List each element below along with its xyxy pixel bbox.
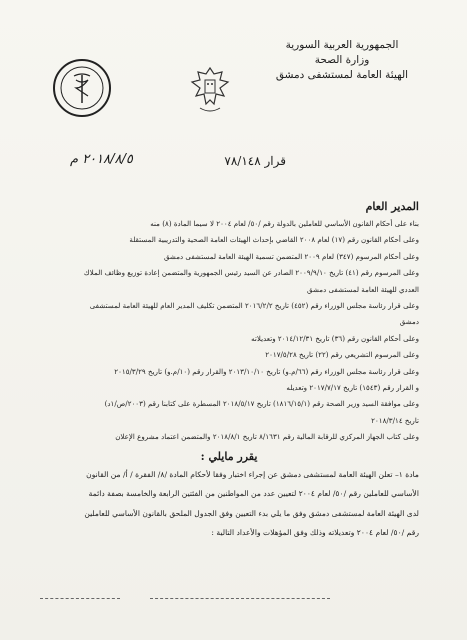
- preamble-line: وعلى أحكام القانون رقم (١٧) لعام ٢٠٠٨ القاضي بإحداث الهيئات العامة الصحية والتدريبية المستقلة: [129, 235, 419, 245]
- issuer-title: المدير العام: [365, 200, 419, 213]
- decree-date: ٢٠١٨/٨/٥ م: [70, 152, 133, 167]
- dotted-line: [40, 598, 120, 599]
- letterhead-authority: الهيئة العامة لمستشفى دمشق: [275, 69, 409, 81]
- letterhead-country: الجمهورية العربية السورية: [285, 39, 399, 51]
- preamble-line: وعلى موافقة السيد وزير الصحة رقم (١٨١٦/١٥/١) تاريخ ٢٠١٨/٥/١٧ المسطرة على كتابنا رقم (٢٠٠٣/ص/١د): [104, 399, 419, 409]
- ministry-seal-icon: [52, 58, 112, 118]
- preamble: [39, 216, 419, 446]
- article-1: [39, 465, 419, 543]
- preamble-line: وعلى أحكام القانون رقم (٣٦) تاريخ ٢٠١٤/١٢/٣١ وتعديلاته: [251, 333, 419, 343]
- decree-number: ٧٨/١٤٨: [224, 154, 261, 168]
- preamble-line: وعلى كتاب الجهاز المركزي للرقابة المالية رقم ٨/١٦٣١ تاريخ ٢٠١٨/٨/١ والمتضمن اعتماد مشروع الإعلان: [115, 432, 419, 442]
- letterhead-ministry: وزارة الصحة: [314, 54, 370, 66]
- dotted-line: [150, 598, 330, 599]
- article-line: مادة ١– تعلن الهيئة العامة لمستشفى دمشق عن إجراء اختبار وفقا لأحكام المادة /٨/ الفقرة / أ/ من القانون: [86, 469, 419, 479]
- preamble-line: وعلى قرار رئاسة مجلس الوزراء رقم (٤٥٢) تاريخ ٢٠١٦/٢/٢ المتضمن تكليف المدير العام للهيئة العامة لمستشفى: [89, 301, 419, 311]
- article-line: رقم /٥٠/ لعام ٢٠٠٤ وتعديلاته وذلك وفق المؤهلات والأعداد التالية :: [211, 528, 419, 538]
- preamble-line: وعلى المرسوم رقم (٤١) تاريخ ٢٠٠٩/٩/١٠ الصادر عن السيد رئيس الجمهورية والمتضمن إعادة توزيع وظائف الملاك: [83, 268, 419, 278]
- preamble-line: و القرار رقم (١٥٤٣) تاريخ ٢٠١٧/٧/١٧ وتعديله: [286, 383, 419, 393]
- document-body: [39, 200, 419, 543]
- decides-heading: يقرر مايلي :: [200, 449, 258, 463]
- preamble-line: العددي للهيئة العامة لمستشفى دمشق: [307, 284, 419, 294]
- article-line: لدى الهيئة العامة لمستشفى دمشق وفق ما يلي بدء التعيين وفق الجدول الملحق بالقانون الأساسي للعاملين: [84, 508, 419, 518]
- preamble-line: بناء على أحكام القانون الأساسي للعاملين بالدولة رقم /٥٠/ لعام ٢٠٠٤ لا سيما المادة (٨) منه: [150, 219, 419, 228]
- decree-reference: [70, 148, 300, 178]
- preamble-line: وعلى قرار رئاسة مجلس الوزراء رقم (٦٦/م.و) تاريخ ٢٠١٣/١٠/١٠ والقرار رقم (١٠/م.و) تاريخ ٢٠١٥/٣/٢٩: [114, 366, 419, 376]
- preamble-line: وعلى أحكام المرسوم (٣٤٧) لعام ٢٠٠٩ المتضمن تسمية الهيئة العامة لمستشفى دمشق: [163, 251, 419, 261]
- preamble-line: وعلى المرسوم التشريعي رقم (٢٢) تاريخ ٢٠١٧/٥/٢٨: [265, 350, 419, 360]
- preamble-line: دمشق: [399, 317, 419, 327]
- letterhead: [267, 38, 417, 83]
- article-line: الأساسي للعاملين رقم /٥٠/ لعام ٢٠٠٤ لتعيين عدد من المواطنين من الفئتين الرابعة والخامسة بصفة دائمة: [88, 489, 419, 499]
- syrian-eagle-emblem-icon: [190, 64, 230, 116]
- preamble-line: تاريخ ٢٠١٨/٣/١٤: [371, 415, 419, 425]
- decree-label: قرار ٧٨/١٤٨: [224, 154, 286, 168]
